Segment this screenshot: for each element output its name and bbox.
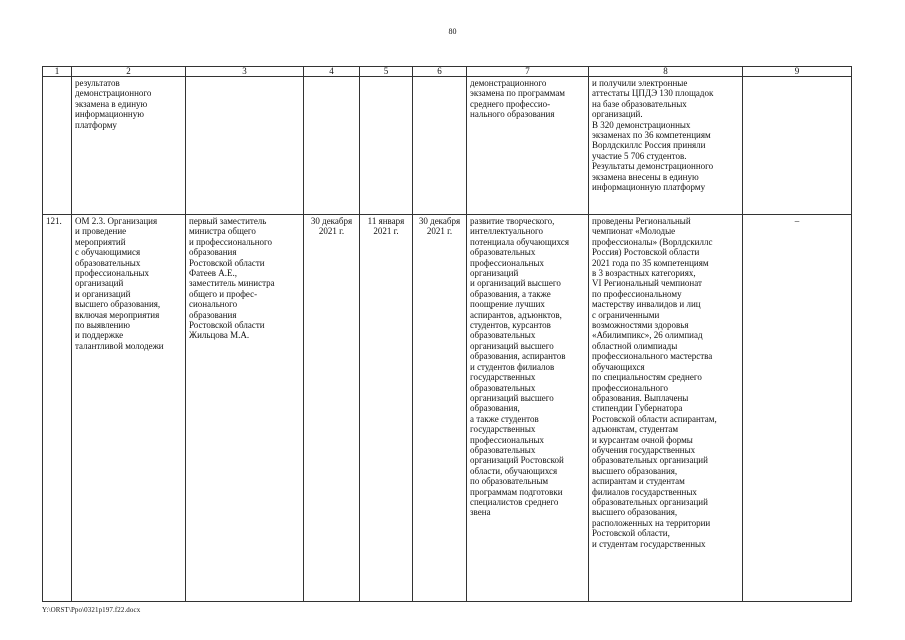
- responsible-cell: [186, 77, 304, 215]
- activity-cell: ОМ 2.3. Организация и проведение мероприятий с обучающимися образовательных профессиональных организаций и организаций высшего образования, включая мероприятия по выявлению и поддержке талантливой молодежи: [72, 215, 186, 602]
- notes-cell: –: [743, 215, 852, 602]
- row-number: 121.: [43, 215, 72, 602]
- planned-end-cell: [360, 77, 413, 215]
- header-cell-2: 2: [72, 67, 186, 77]
- header-cell-9: 9: [743, 67, 852, 77]
- actual-end-cell: [413, 77, 467, 215]
- header-cell-7: 7: [467, 67, 589, 77]
- row-number: [43, 77, 72, 215]
- header-cell-1: 1: [43, 67, 72, 77]
- notes-cell: [743, 77, 852, 215]
- page-number: 80: [448, 27, 457, 36]
- activity-cell: результатов демонстрационного экзамена в единую информационную платформу: [72, 77, 186, 215]
- header-cell-3: 3: [186, 67, 304, 77]
- header-cell-5: 5: [360, 67, 413, 77]
- planned-start-cell: [304, 77, 360, 215]
- header-cell-6: 6: [413, 67, 467, 77]
- planned-end-cell: 11 января 2021 г.: [360, 215, 413, 602]
- header-cell-8: 8: [589, 67, 743, 77]
- report-table: [42, 66, 852, 602]
- actual-end-cell: 30 декабря 2021 г.: [413, 215, 467, 602]
- expected-result-cell: демонстрационного экзамена по программам среднего профессио- нального образования: [467, 77, 589, 215]
- file-path-footer: Y:\ORST\Ppo\0321p197.f22.docx: [42, 606, 141, 614]
- header-cell-4: 4: [304, 67, 360, 77]
- expected-result-cell: развитие творческого, интеллектуального потенциала обучающихся образовательных профессиональных организаций и организаций высшего образования, а также поощрение лучших аспирантов, адъюнктов, студентов, курсантов образовательных организаций высшего образования, аспирантов и студентов филиалов государственных образовательных организаций высшего образования, а также студентов государственных профессиональных образовательных организаций Ростовской области, обучающихся по образовательным программам подготовки специалистов среднего звена: [467, 215, 589, 602]
- actual-result-cell: и получили электронные аттестаты ЦПДЭ 130 площадок на базе образовательных организаций. В 320 демонстрационных экзаменах по 36 компетенциям Ворлдскиллс Россия приняли участие 5 706 студентов. Результаты демонстрационного экзамена внесены в единую информационную платформу: [589, 77, 743, 215]
- table-row: [43, 215, 852, 602]
- header-row: [43, 67, 852, 77]
- table-row: [43, 77, 852, 215]
- planned-start-cell: 30 декабря 2021 г.: [304, 215, 360, 602]
- actual-result-cell: проведены Региональный чемпионат «Молодые профессионалы» (Ворлдскиллс Россия) Ростовской области 2021 года по 35 компетенциям в 3 возрастных категориях, VI Региональный чемпионат по профессиональному мастерству инвалидов и лиц с ограниченными возможностями здоровья «Абилимпикс», 26 олимпиад областной олимпиады профессионального мастерства обучающихся по специальностям среднего профессионального образования. Выплачены стипендии Губернатора Ростовской области аспирантам, адъюнктам, студентам и курсантам очной формы обучения государственных образовательных организаций высшего образования, аспирантам и студентам филиалов государственных образовательных организаций высшего образования, расположенных на территории Ростовской области, и студентам государственных: [589, 215, 743, 602]
- responsible-cell: первый заместитель министра общего и профессионального образования Ростовской области Фатеев А.Е., заместитель министра общего и профес- сионального образования Ростовской области Жильцова М.А.: [186, 215, 304, 602]
